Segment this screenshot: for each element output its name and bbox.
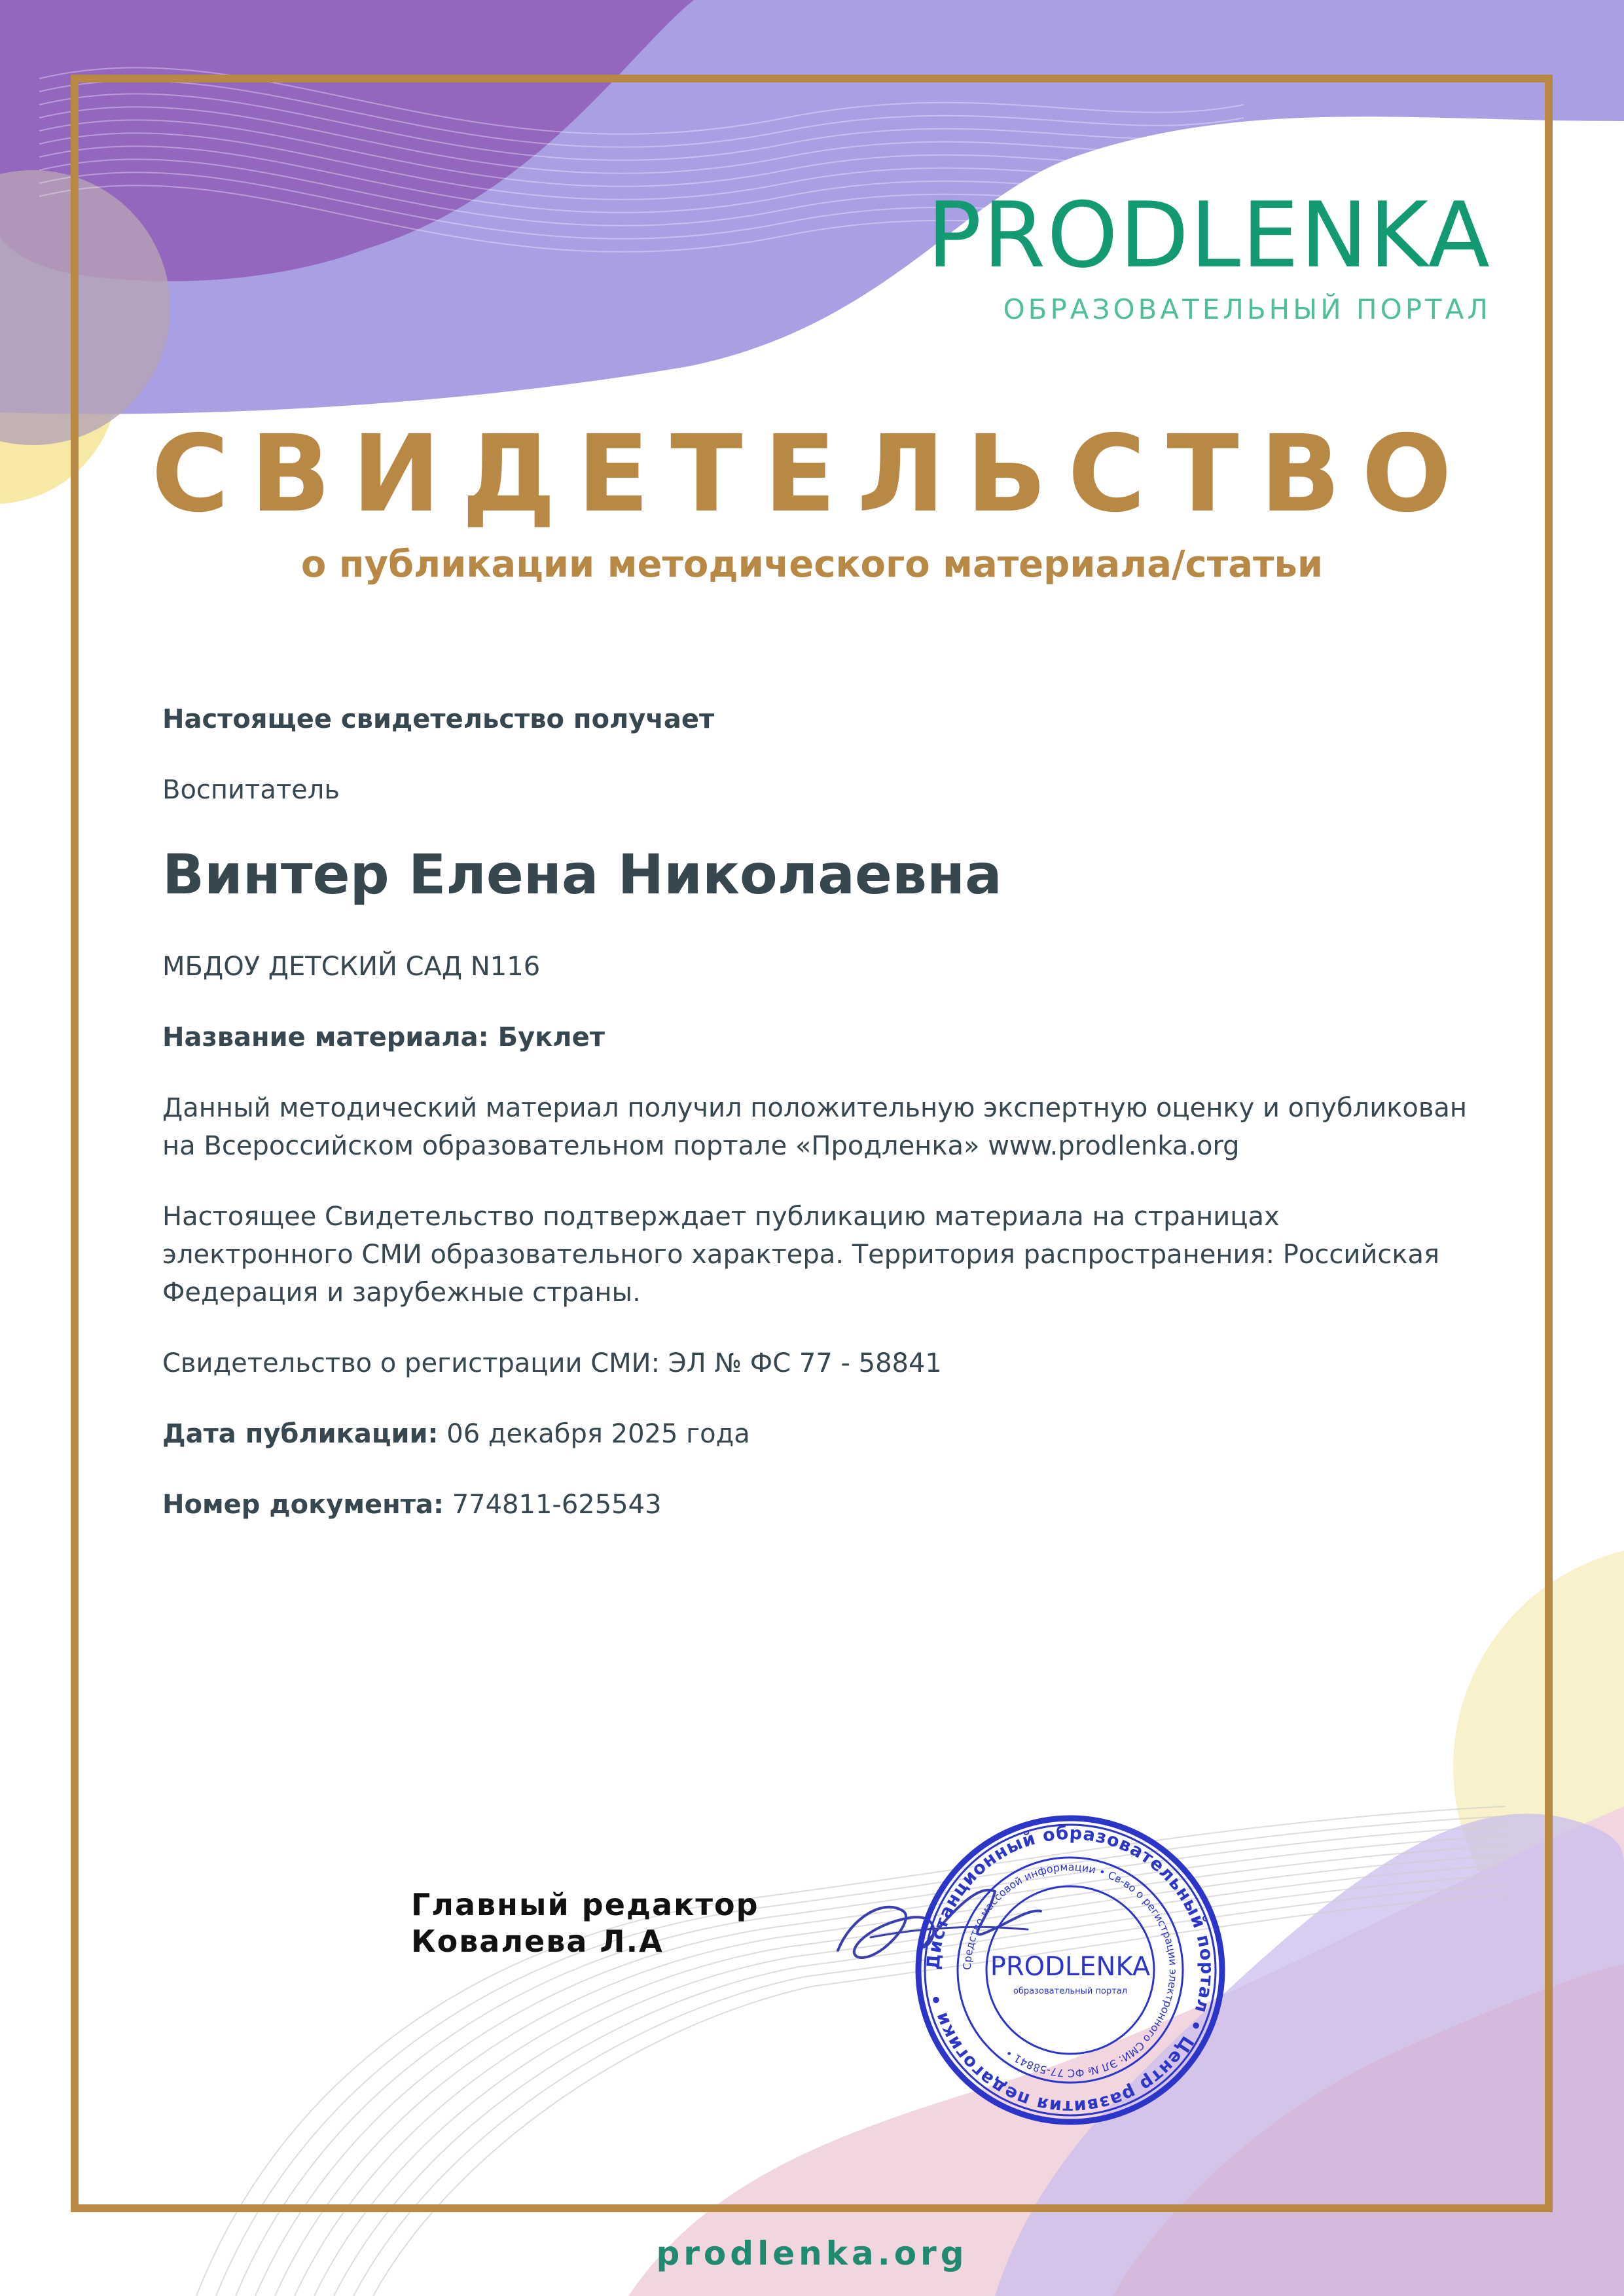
document-number [162,1486,662,1524]
recipient-organization: МБДОУ ДЕТСКИЙ САД N116 [162,952,541,982]
registration-text: Свидетельство о регистрации СМИ: ЭЛ № ФС 77 - 58841 [162,1348,942,1378]
stamp-center-sub: образовательный портал [1013,1986,1128,1996]
document-number-value: 774811-625543 [452,1490,662,1520]
material-title: Название материала: Буклет [162,1022,605,1052]
stamp-inner-text: Средство массовой информации • Св-во о регистрации электронного СМИ: ЭЛ № ФС 77-58841 • [960,1860,1180,2080]
signatory-name: Ковалева Л.А [411,1924,664,1959]
certificate-subtitle: о публикации методического материала/статьи [300,543,1324,586]
certificate-title: СВИДЕТЕЛЬСТВО [151,413,1473,536]
publication-date-value: 06 декабря 2025 года [446,1419,750,1449]
logo-tagline: ОБРАЗОВАТЕЛЬНЫЙ ПОРТАЛ [1003,293,1491,325]
approval-text: Данный методический материал получил положительную экспертную оценку и опубликован на Всероссийском образовательном портале «Продленка» www.prodlenka.org [162,1093,1468,1161]
publication-date-label: Дата публикации: [162,1419,439,1449]
recipient-name: Винтер Елена Николаевна [162,842,1002,906]
official-stamp [913,1813,1227,2127]
stamp-center-logo: PRODLENKA [990,1952,1151,1982]
recipient-position: Воспитатель [162,775,340,805]
intro-text: Настоящее свидетельство получает [162,704,715,734]
document-number-label: Номер документа: [162,1490,444,1520]
publication-date [162,1415,750,1453]
stamp-outer-text: Дистанционный образовательный портал • Центр развития педагогики • [923,1823,1218,2117]
prodlenka-logo [927,183,1499,334]
footer-url: prodlenka.org [656,2234,968,2272]
signatory-role: Главный редактор [411,1887,759,1922]
signatory-block [411,1886,759,1960]
confirmation-text: Настоящее Свидетельство подтверждает публикацию материала на страницах электронного СМИ образовательного характера. Территория распространения: Российская Федерация и зарубежные страны. [162,1202,1440,1308]
logo-wordmark: PRODLENKA [927,183,1491,288]
